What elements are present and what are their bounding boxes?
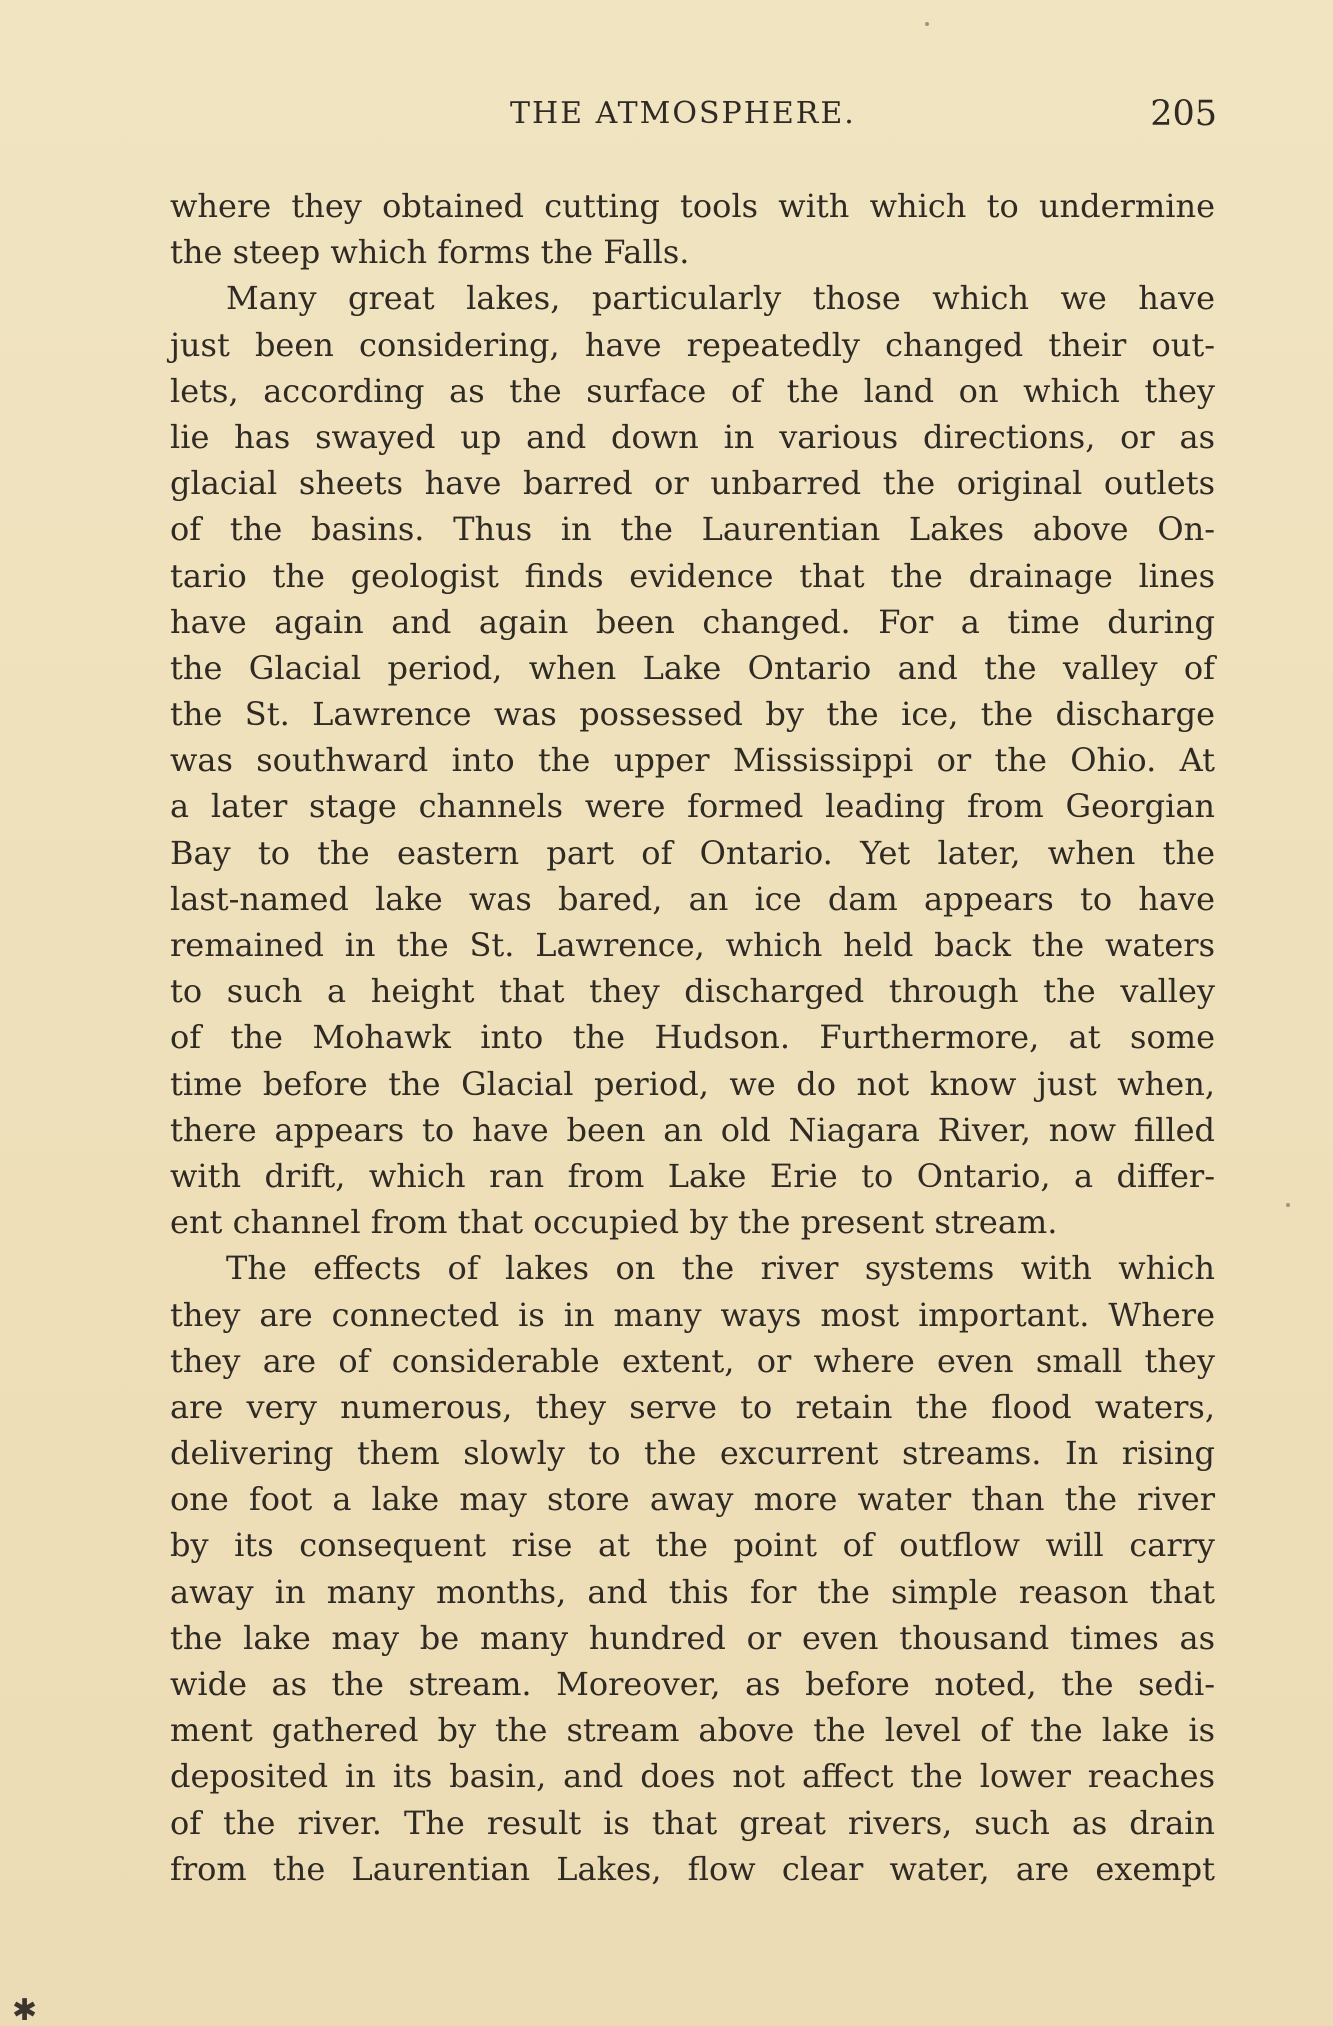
page-mark-icon: ✱ — [12, 1993, 38, 2026]
text-line: last-named lake was bared, an ice dam appears to have — [170, 879, 1215, 918]
text-line: delivering them slowly to the excurrent streams. In rising — [170, 1434, 1215, 1473]
text-line: tario the geologist finds evidence that the drainage lines — [170, 556, 1215, 595]
text-line: they are connected is in many ways most important. Where — [170, 1295, 1215, 1334]
text-line: lie has swayed up and down in various directions, or as — [170, 417, 1215, 456]
paper-speck — [925, 22, 929, 26]
text-line: a later stage channels were formed leading from Georgian — [170, 787, 1215, 826]
text-line: of the Mohawk into the Hudson. Furthermore, at some — [170, 1018, 1215, 1057]
text-line: was southward into the upper Mississippi or the Ohio. At — [170, 741, 1215, 780]
text-line: with drift, which ran from Lake Erie to Ontario, a differ- — [170, 1156, 1215, 1195]
paper-speck — [1286, 1203, 1290, 1207]
text-line: deposited in its basin, and does not affect the lower reaches — [170, 1757, 1215, 1796]
text-line: time before the Glacial period, we do not know just when, — [170, 1064, 1215, 1103]
text-line: ment gathered by the stream above the level of the lake is — [170, 1711, 1215, 1750]
text-line: wide as the stream. Moreover, as before noted, the sedi- — [170, 1665, 1215, 1703]
text-line: glacial sheets have barred or unbarred the original outlets — [170, 464, 1215, 503]
body-text — [170, 183, 1215, 1892]
text-line: are very numerous, they serve to retain the flood waters, — [170, 1387, 1215, 1426]
text-line: one foot a lake may store away more water than the river — [170, 1480, 1215, 1519]
running-head: THE ATMOSPHERE. — [510, 96, 856, 131]
text-line: Many great lakes, particularly those which we have — [226, 279, 1215, 318]
text-line: from the Laurentian Lakes, flow clear water, are exempt — [170, 1849, 1215, 1888]
text-line: away in many months, and this for the simple reason that — [170, 1572, 1215, 1611]
page-number: 205 — [1150, 94, 1217, 134]
text-line: The effects of lakes on the river systems with which — [226, 1249, 1215, 1288]
text-line: have again and again been changed. For a time during — [170, 602, 1215, 641]
text-line: ent channel from that occupied by the present stream. — [170, 1203, 1058, 1242]
text-line: they are of considerable extent, or where even small they — [170, 1341, 1215, 1380]
text-line: of the river. The result is that great rivers, such as drain — [170, 1803, 1215, 1842]
text-line: remained in the St. Lawrence, which held back the waters — [170, 926, 1215, 964]
text-line: the steep which forms the Falls. — [170, 233, 690, 272]
text-line: by its consequent rise at the point of outflow will carry — [170, 1526, 1215, 1565]
text-line: Bay to the eastern part of Ontario. Yet later, when the — [170, 833, 1215, 872]
text-line: the Glacial period, when Lake Ontario and the valley of — [170, 648, 1215, 687]
text-line: of the basins. Thus in the Laurentian Lakes above On- — [170, 510, 1215, 549]
text-line: lets, according as the surface of the land on which they — [170, 371, 1215, 410]
text-line: to such a height that they discharged through the valley — [170, 972, 1215, 1011]
text-line: where they obtained cutting tools with which to undermine — [170, 187, 1215, 225]
text-line: there appears to have been an old Niagara River, now filled — [170, 1110, 1215, 1149]
text-line: the St. Lawrence was possessed by the ice, the discharge — [170, 695, 1215, 734]
text-line: just been considering, have repeatedly changed their out- — [170, 325, 1215, 364]
text-line: the lake may be many hundred or even thousand times as — [170, 1618, 1215, 1657]
